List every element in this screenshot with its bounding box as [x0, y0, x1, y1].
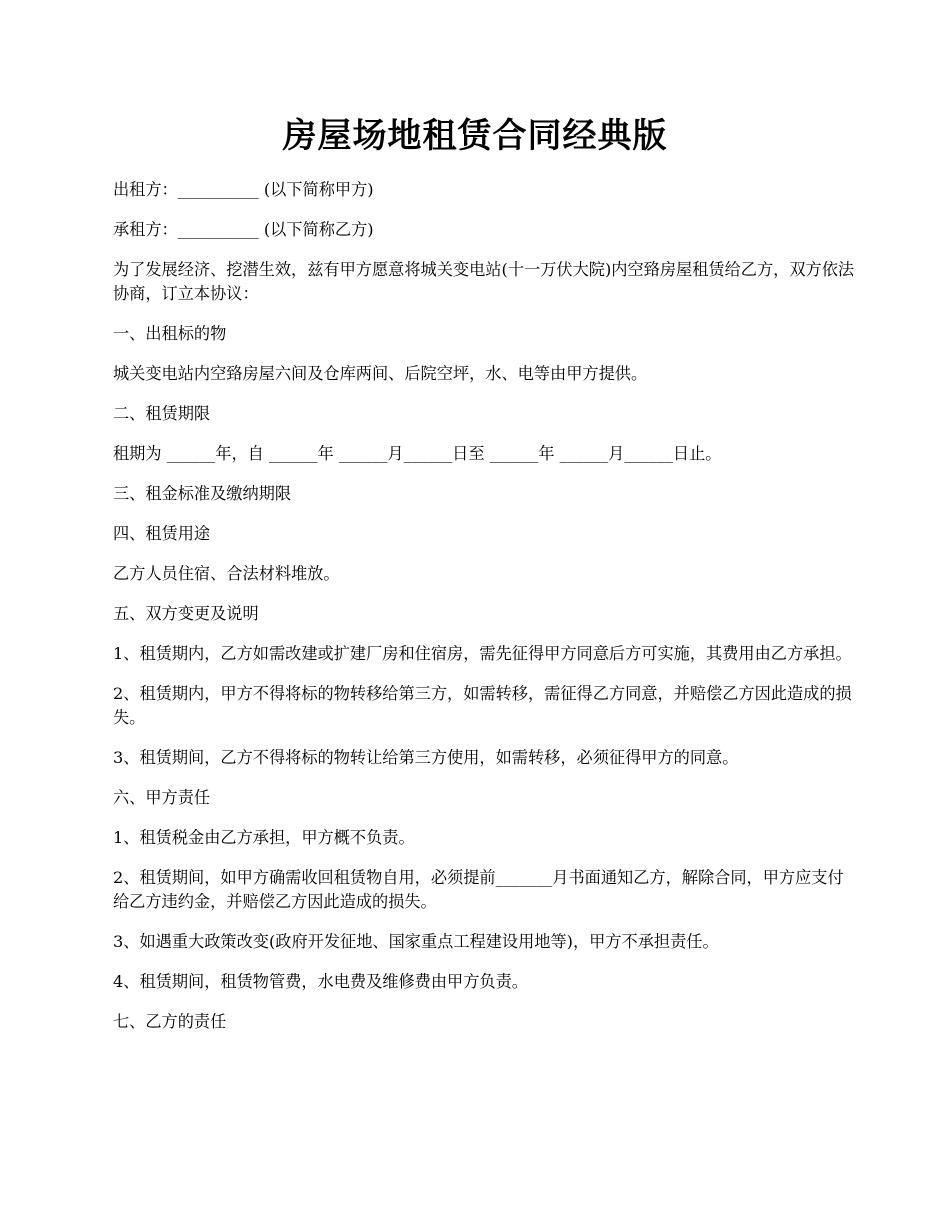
- section-5-item-2: 2、租赁期内，甲方不得将标的物转移给第三方，如需转移，需征得乙方同意，并赔偿乙方因此造成的损失。: [113, 684, 852, 727]
- document-title: 房屋场地租赁合同经典版: [282, 116, 668, 156]
- section-heading-4: 四、租赁用途: [113, 524, 211, 543]
- section-6-item-4: 4、租赁期间，租赁物管费，水电费及维修费由甲方负责。: [113, 972, 528, 991]
- party-b-line: 承租方：__________ (以下简称乙方): [113, 220, 374, 239]
- section-heading-7: 七、乙方的责任: [113, 1012, 227, 1031]
- section-1-paragraph: 城关变电站内空臵房屋六间及仓库两间、后院空坪，水、电等由甲方提供。: [113, 364, 648, 383]
- document-body: [113, 178, 858, 1050]
- section-6-item-2: 2、租赁期间，如甲方确需收回租赁物自用，必须提前_______月书面通知乙方，解除合同，甲方应支付给乙方违约金，并赔偿乙方因此造成的损失。: [113, 868, 844, 911]
- section-4-paragraph: 乙方人员住宿、合法材料堆放。: [113, 564, 340, 583]
- section-heading-1: 一、出租标的物: [113, 324, 227, 343]
- preamble-paragraph: 为了发展经济、挖潜生效，兹有甲方愿意将城关变电站(十一万伏大院)内空臵房屋租赁给乙方，双方依法协商，订立本协议：: [113, 260, 855, 303]
- section-6-item-1: 1、租赁税金由乙方承担，甲方概不负责。: [113, 828, 415, 847]
- lease-term-paragraph: 租期为 ______年，自 ______年 ______月______日至 ______年 ______月______日止。: [113, 444, 722, 463]
- section-5-item-1: 1、租赁期内，乙方如需改建或扩建厂房和住宿房，需先征得甲方同意后方可实施，其费用由乙方承担。: [113, 644, 852, 663]
- section-heading-3: 三、租金标准及缴纳期限: [113, 484, 292, 503]
- section-5-item-3: 3、租赁期间，乙方不得将标的物转让给第三方使用，如需转移，必须征得甲方的同意。: [113, 748, 739, 767]
- section-heading-6: 六、甲方责任: [113, 788, 211, 807]
- party-a-line: 出租方：__________ (以下简称甲方): [113, 180, 374, 199]
- section-heading-2: 二、租赁期限: [113, 404, 211, 423]
- section-heading-5: 五、双方变更及说明: [113, 604, 259, 623]
- section-6-item-3: 3、如遇重大政策改变(政府开发征地、国家重点工程建设用地等)，甲方不承担责任。: [113, 932, 719, 951]
